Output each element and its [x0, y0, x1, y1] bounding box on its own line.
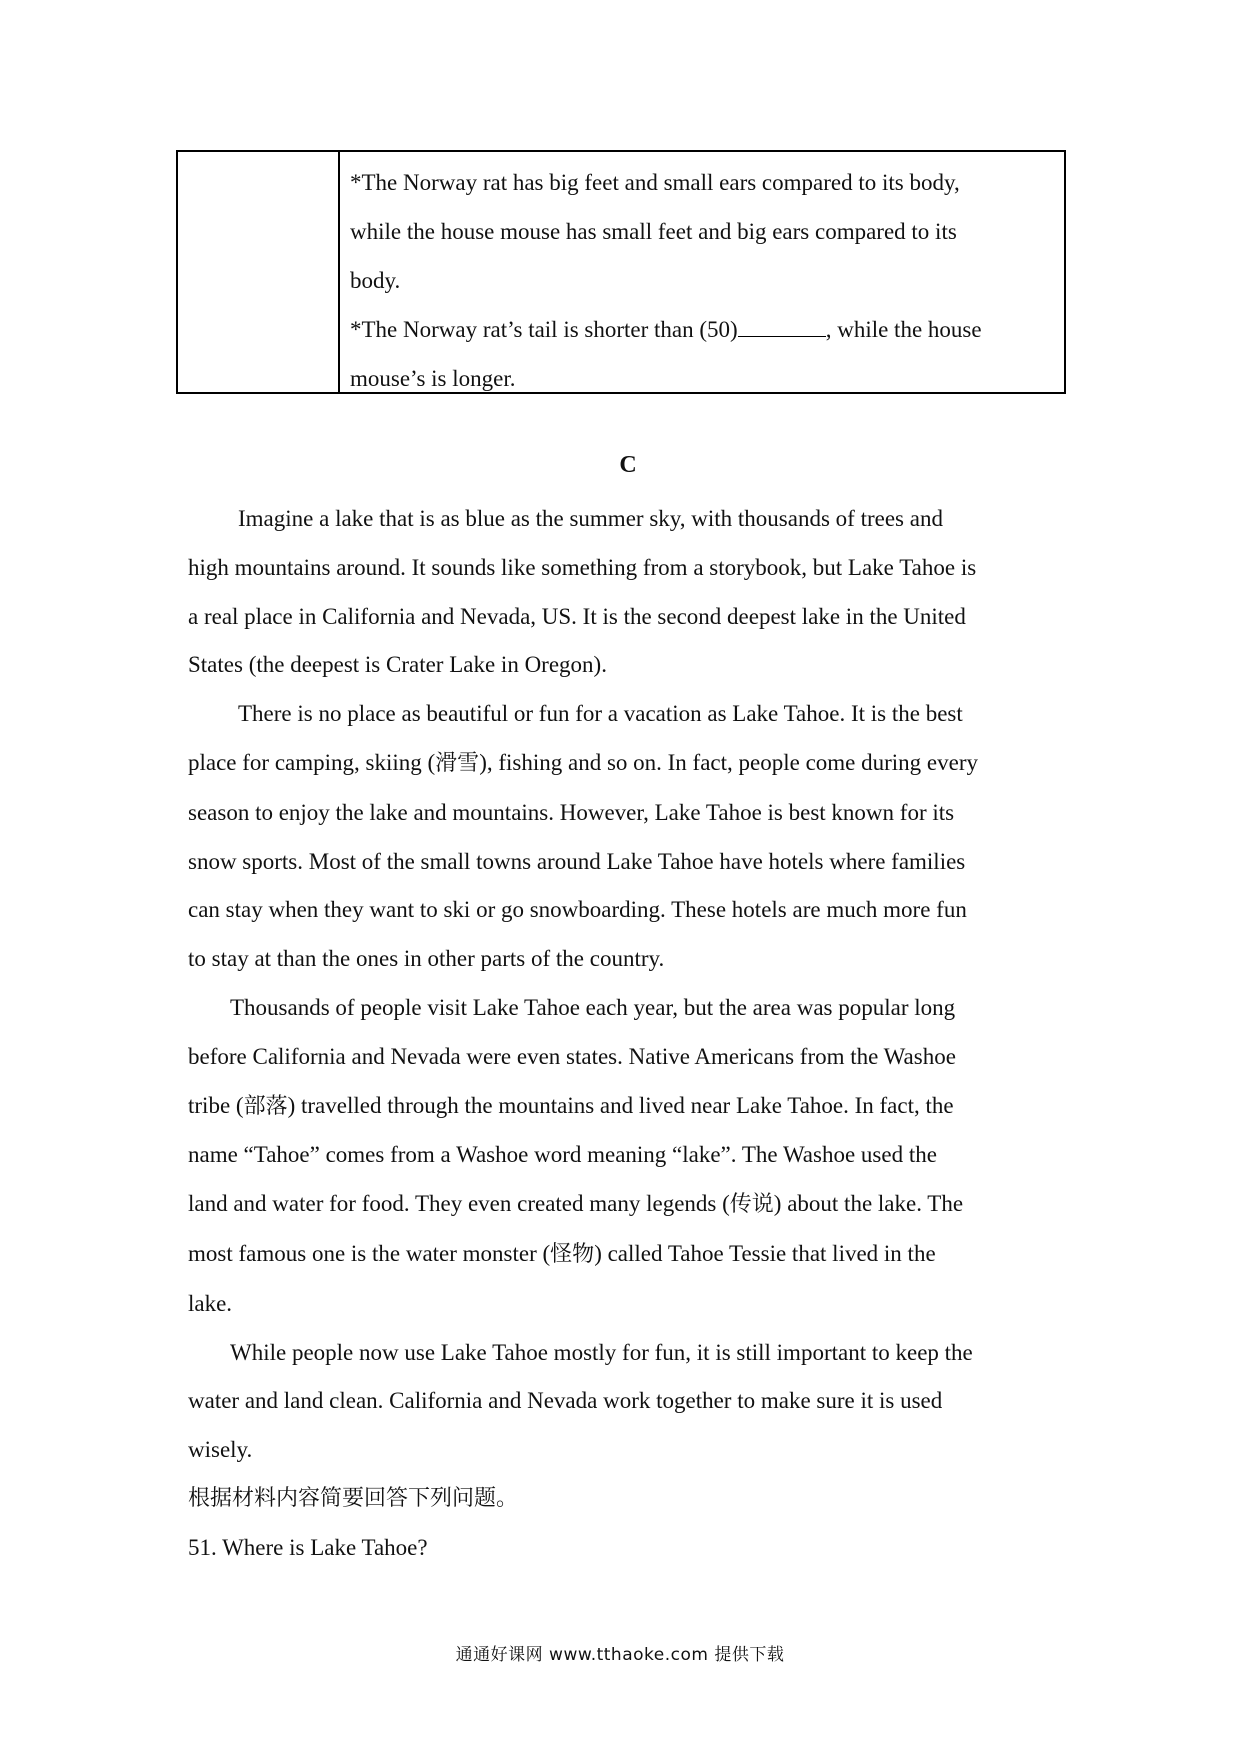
table-text: *The Norway rat’s tail is shorter than (50) [350, 317, 738, 342]
passage-line [188, 1230, 1064, 1280]
comparison-table [176, 150, 1066, 394]
passage-line: water and land clean. California and Nevada work together to make sure it is used [188, 1388, 943, 1414]
chinese-gloss: 滑雪 [435, 750, 480, 776]
passage-line: to stay at than the ones in other parts of the country. [188, 946, 665, 972]
passage-text: tribe ( [188, 1092, 244, 1118]
table-left-cell [178, 152, 340, 392]
passage-line: Imagine a lake that is as blue as the summer sky, with thousands of trees and [238, 506, 943, 531]
passage-line: Thousands of people visit Lake Tahoe each year, but the area was popular long [230, 994, 956, 1020]
passage-line: before California and Nevada were even states. Native Americans from the Washoe [188, 1043, 956, 1069]
table-line: *The Norway rat has big feet and small ears compared to its body, [350, 170, 960, 195]
passage-line: States (the deepest is Crater Lake in Oregon). [188, 652, 607, 678]
passage-line: wisely. [188, 1437, 253, 1463]
chinese-gloss: 怪物 [550, 1241, 595, 1267]
passage-line: high mountains around. It sounds like something from a storybook, but Lake Tahoe is [188, 554, 977, 580]
passage-line: can stay when they want to ski or go snowboarding. These hotels are much more fun [188, 897, 967, 923]
passage-line [188, 1180, 1064, 1230]
answer-blank-50[interactable] [738, 316, 826, 337]
passage-line: snow sports. Most of the small towns around Lake Tahoe have hotels where families [188, 848, 966, 874]
passage-text: ), fishing and so on. In fact, people come during every [479, 749, 979, 775]
table-line-with-blank [350, 305, 1052, 354]
section-heading: C [619, 452, 637, 478]
question-51: 51. Where is Lake Tahoe? [188, 1534, 428, 1560]
passage-text: land and water for food. They even created many legends ( [188, 1191, 730, 1217]
chinese-gloss: 传说 [729, 1192, 774, 1218]
question-instruction: 根据材料内容简要回答下列问题。 [188, 1485, 519, 1511]
passage-text: ) about the lake. The [773, 1191, 964, 1217]
table-text: , while the house [825, 317, 982, 342]
passage-line [188, 739, 1064, 789]
table-right-cell [340, 152, 1064, 392]
passage-line: There is no place as beautiful or fun for a vacation as Lake Tahoe. It is the best [238, 701, 963, 727]
table-line: mouse’s is longer. [350, 366, 516, 391]
passage-text: most famous one is the water monster ( [188, 1240, 551, 1266]
reading-passage [188, 495, 1064, 1573]
passage-line: While people now use Lake Tahoe mostly for fun, it is still important to keep the [230, 1339, 973, 1365]
footer-source: 通通好课网 www.tthaoke.com 提供下载 [455, 1645, 785, 1665]
table-line: body. [350, 268, 401, 293]
passage-text: place for camping, skiing ( [188, 749, 436, 775]
passage-line [188, 1082, 1064, 1132]
passage-line: a real place in California and Nevada, US. It is the second deepest lake in the United [188, 603, 966, 629]
passage-line: season to enjoy the lake and mountains. However, Lake Tahoe is best known for its [188, 799, 955, 825]
passage-line: lake. [188, 1290, 233, 1316]
passage-text: ) called Tahoe Tessie that lived in the [594, 1240, 936, 1266]
passage-text: ) travelled through the mountains and lived near Lake Tahoe. In fact, the [287, 1092, 954, 1118]
table-line: while the house mouse has small feet and big ears compared to its [350, 219, 957, 244]
passage-line: name “Tahoe” comes from a Washoe word meaning “lake”. The Washoe used the [188, 1142, 937, 1168]
chinese-gloss: 部落 [243, 1093, 288, 1119]
